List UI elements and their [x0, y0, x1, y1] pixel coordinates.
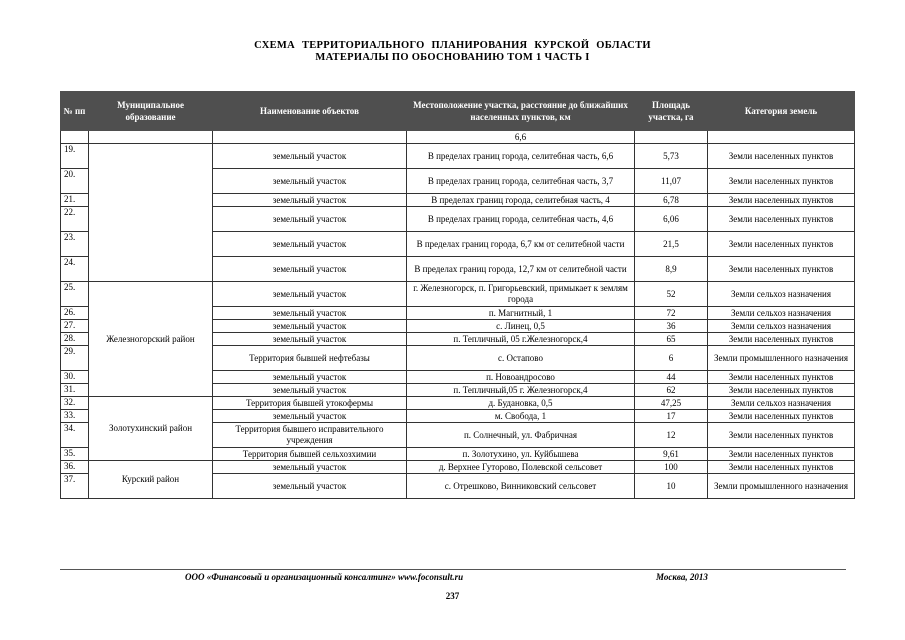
cell-municipality: Железногорский район	[89, 282, 213, 397]
cell-location: д. Будановка, 0,5	[407, 397, 635, 410]
cell-land-category: Земли сельхоз назначения	[708, 397, 855, 410]
cell-area: 21,5	[635, 232, 708, 257]
cell-location: п. Новоандросово	[407, 371, 635, 384]
cell-object-name: земельный участок	[213, 169, 407, 194]
cell-area: 47,25	[635, 397, 708, 410]
cell-land-category: Земли населенных пунктов	[708, 461, 855, 474]
cell-area: 5,73	[635, 144, 708, 169]
cell-object-name: земельный участок	[213, 320, 407, 333]
cell-object-name: земельный участок	[213, 371, 407, 384]
cell-area: 62	[635, 384, 708, 397]
cell-number: 36.	[61, 461, 89, 474]
page-number: 237	[445, 591, 460, 601]
cell-location: п. Магнитный, 1	[407, 307, 635, 320]
cell-area: 100	[635, 461, 708, 474]
cell-land-category: Земли населенных пунктов	[708, 333, 855, 346]
col-header-location: Местоположение участка, расстояние до ближайших населенных пунктов, км	[407, 92, 635, 131]
table-row	[61, 461, 855, 474]
cell-area: 36	[635, 320, 708, 333]
cell-land-category: Земли сельхоз назначения	[708, 320, 855, 333]
cell-object-name: земельный участок	[213, 144, 407, 169]
cell-location: п. Солнечный, ул. Фабричная	[407, 423, 635, 448]
cell-municipality	[89, 144, 213, 282]
cell-land-category: Земли населенных пунктов	[708, 257, 855, 282]
cell-number: 32.	[61, 397, 89, 410]
cell-land-category: Земли населенных пунктов	[708, 169, 855, 194]
table-row-continuation	[61, 131, 855, 144]
cell-number: 24.	[61, 257, 89, 282]
cell-object-name: земельный участок	[213, 461, 407, 474]
cell-object-name: земельный участок	[213, 232, 407, 257]
cell-area: 72	[635, 307, 708, 320]
col-header-municipality: Муниципальное образование	[89, 92, 213, 131]
cell-object-name: земельный участок	[213, 410, 407, 423]
cell-object-name: земельный участок	[213, 282, 407, 307]
table-header-row	[61, 92, 855, 131]
cell-location-continuation: 6,6	[407, 131, 635, 144]
cell-number: 35.	[61, 448, 89, 461]
cell-area: 6	[635, 346, 708, 371]
cell-land-category: Земли сельхоз назначения	[708, 282, 855, 307]
cell-location: с. Отрешково, Винниковский сельсовет	[407, 474, 635, 499]
cell-location: д. Верхнее Гуторово, Полевской сельсовет	[407, 461, 635, 474]
cell-municipality	[89, 131, 213, 144]
footer-city-year: Москва, 2013	[656, 572, 708, 582]
cell-land-category: Земли населенных пунктов	[708, 371, 855, 384]
cell-object-name: земельный участок	[213, 194, 407, 207]
table-row	[61, 282, 855, 307]
cell-number: 21.	[61, 194, 89, 207]
cell-land-category	[708, 131, 855, 144]
cell-location: В пределах границ города, 6,7 км от селитебной части	[407, 232, 635, 257]
cell-object-name: Территория бывшего исправительного учреждения	[213, 423, 407, 448]
cell-number: 28.	[61, 333, 89, 346]
cell-area: 65	[635, 333, 708, 346]
cell-location: В пределах границ города, селитебная часть, 4	[407, 194, 635, 207]
cell-area: 17	[635, 410, 708, 423]
col-header-area: Площадь участка, га	[635, 92, 708, 131]
table-row	[61, 144, 855, 169]
cell-object-name: земельный участок	[213, 207, 407, 232]
cell-object-name: земельный участок	[213, 333, 407, 346]
cell-municipality: Курский район	[89, 461, 213, 499]
cell-number: 22.	[61, 207, 89, 232]
cell-location: В пределах границ города, селитебная часть, 3,7	[407, 169, 635, 194]
cell-object-name: земельный участок	[213, 474, 407, 499]
cell-area: 6,78	[635, 194, 708, 207]
cell-number: 33.	[61, 410, 89, 423]
col-header-number: № пп	[61, 92, 89, 131]
cell-object-name: Территория бывшей утокофермы	[213, 397, 407, 410]
cell-object-name: Территория бывшей сельхозхимии	[213, 448, 407, 461]
cell-object-name: земельный участок	[213, 384, 407, 397]
cell-number: 19.	[61, 144, 89, 169]
col-header-object-name: Наименование объектов	[213, 92, 407, 131]
cell-area: 8,9	[635, 257, 708, 282]
cell-area: 10	[635, 474, 708, 499]
cell-number: 26.	[61, 307, 89, 320]
table-body	[61, 131, 855, 499]
cell-object-name: Территория бывшей нефтебазы	[213, 346, 407, 371]
cell-municipality: Золотухинский район	[89, 397, 213, 461]
cell-land-category: Земли населенных пунктов	[708, 410, 855, 423]
cell-number: 29.	[61, 346, 89, 371]
cell-location: м. Свобода, 1	[407, 410, 635, 423]
cell-land-category: Земли населенных пунктов	[708, 232, 855, 257]
cell-number: 34.	[61, 423, 89, 448]
document-title: СХЕМА ТЕРРИТОРИАЛЬНОГО ПЛАНИРОВАНИЯ КУРСКОЙ ОБЛАСТИ	[254, 40, 651, 51]
cell-number: 25.	[61, 282, 89, 307]
cell-land-category: Земли населенных пунктов	[708, 448, 855, 461]
cell-number: 37.	[61, 474, 89, 499]
cell-land-category: Земли населенных пунктов	[708, 144, 855, 169]
cell-location: г. Железногорск, п. Григорьевский, примыкает к землям города	[407, 282, 635, 307]
cell-land-category: Земли населенных пунктов	[708, 194, 855, 207]
cell-object-name: земельный участок	[213, 257, 407, 282]
cell-area: 52	[635, 282, 708, 307]
footer-company: ООО «Финансовый и организационный консалтинг» www.foconsult.ru	[185, 572, 464, 582]
cell-area	[635, 131, 708, 144]
footer-divider	[60, 569, 846, 570]
document-subtitle: МАТЕРИАЛЫ ПО ОБОСНОВАНИЮ ТОМ 1 ЧАСТЬ I	[315, 52, 590, 63]
cell-number: 23.	[61, 232, 89, 257]
cell-land-category: Земли сельхоз назначения	[708, 307, 855, 320]
cell-number: 27.	[61, 320, 89, 333]
cell-area: 12	[635, 423, 708, 448]
cell-land-category: Земли населенных пунктов	[708, 423, 855, 448]
land-plots-table	[60, 91, 855, 499]
cell-location: В пределах границ города, 12,7 км от селитебной части	[407, 257, 635, 282]
cell-location: В пределах границ города, селитебная часть, 6,6	[407, 144, 635, 169]
col-header-land-category: Категория земель	[708, 92, 855, 131]
cell-location: с. Линец, 0,5	[407, 320, 635, 333]
cell-location: п. Золотухино, ул. Куйбышева	[407, 448, 635, 461]
cell-land-category: Земли промышленного назначения	[708, 346, 855, 371]
cell-land-category: Земли населенных пунктов	[708, 207, 855, 232]
cell-number: 30.	[61, 371, 89, 384]
cell-area: 11,07	[635, 169, 708, 194]
cell-object-name: земельный участок	[213, 307, 407, 320]
cell-location: В пределах границ города, селитебная часть, 4,6	[407, 207, 635, 232]
cell-land-category: Земли населенных пунктов	[708, 384, 855, 397]
cell-location: с. Остапово	[407, 346, 635, 371]
cell-location: п. Тепличный, 05 г.Железногорск,4	[407, 333, 635, 346]
cell-number: 31.	[61, 384, 89, 397]
cell-object-name	[213, 131, 407, 144]
cell-location: п. Тепличный,05 г. Железногорск,4	[407, 384, 635, 397]
cell-area: 6,06	[635, 207, 708, 232]
cell-area: 9,61	[635, 448, 708, 461]
table-row	[61, 397, 855, 410]
cell-number	[61, 131, 89, 144]
cell-number: 20.	[61, 169, 89, 194]
cell-land-category: Земли промышленного назначения	[708, 474, 855, 499]
cell-area: 44	[635, 371, 708, 384]
